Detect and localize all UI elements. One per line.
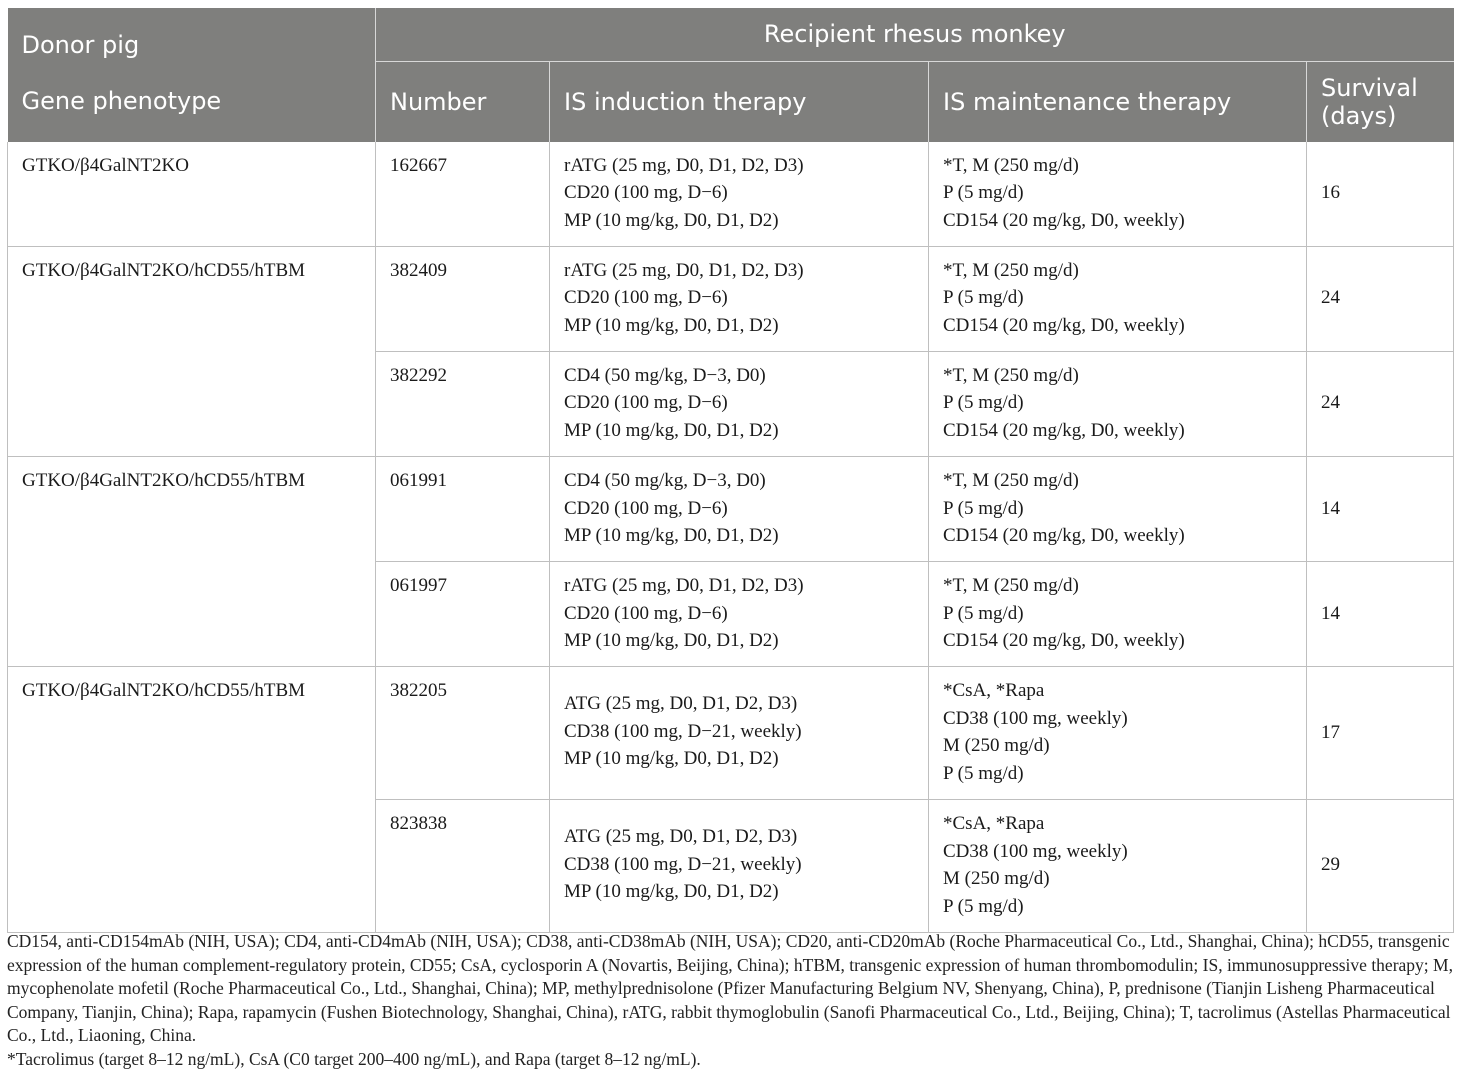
induction-line: MP (10 mg/kg, D0, D1, D2): [564, 315, 779, 337]
induction-cell: [550, 667, 929, 800]
column-header-number: Number: [376, 61, 550, 142]
maintenance-line: M (250 mg/d): [943, 735, 1050, 757]
maintenance-line: CD154 (20 mg/kg, D0, weekly): [943, 209, 1185, 231]
induction-line: MP (10 mg/kg, D0, D1, D2): [564, 209, 779, 231]
survival-cell: 16: [1307, 142, 1454, 247]
induction-cell: [550, 246, 929, 351]
induction-cell: [550, 456, 929, 561]
induction-line: CD20 (100 mg, D−6): [564, 602, 728, 624]
maintenance-line: P (5 mg/d): [943, 497, 1024, 519]
induction-line: CD38 (100 mg, D−21, weekly): [564, 853, 802, 875]
recipient-group-header: Recipient rhesus monkey: [376, 8, 1454, 61]
induction-line: ATG (25 mg, D0, D1, D2, D3): [564, 693, 798, 715]
survival-cell: 24: [1307, 351, 1454, 456]
treatment-table: [7, 8, 1454, 933]
maintenance-cell: [929, 246, 1307, 351]
maintenance-line: *T, M (250 mg/d): [943, 364, 1079, 386]
maintenance-cell: [929, 561, 1307, 666]
table-row: [8, 667, 1454, 800]
induction-line: rATG (25 mg, D0, D1, D2, D3): [564, 154, 804, 176]
induction-line: MP (10 mg/kg, D0, D1, D2): [564, 420, 779, 442]
survival-cell: 14: [1307, 561, 1454, 666]
abbreviations-footnote: CD154, anti-CD154mAb (NIH, USA); CD4, anti-CD4mAb (NIH, USA); CD38, anti-CD38mAb (NIH, USA); CD20, anti-CD20mAb (Roche Pharmaceutical Co., Ltd., Shanghai, China); hCD55, transgenic expression of the human complement-regulatory protein, CD55; CsA, cyclosporin A (Novartis, Beijing, China); hTBM, transgenic expression of human thrombomodulin; IS, immunosuppressive therapy; M, mycophenolate mofetil (Roche Pharmaceutical Co., Ltd., Shanghai, China); MP, methylprednisolone (Pfizer Manufacturing Belgium NV, Shenyang, China), P, prednisone (Tianjin Lisheng Pharmaceutical Company, Tianjin, China); Rapa, rapamycin (Fushen Biotechnology, Shanghai, China), rATG, rabbit thymoglobulin (Sanofi Pharmaceutical Co., Ltd., Beijing, China); T, tacrolimus (Astellas Pharmaceutical Co., Ltd., Liaoning, China.: [7, 931, 1453, 1045]
column-header-survival: Survival (days): [1307, 61, 1454, 142]
number-cell: 061997: [376, 561, 550, 666]
induction-line: MP (10 mg/kg, D0, D1, D2): [564, 525, 779, 547]
maintenance-cell: [929, 142, 1307, 247]
table-footnotes: [7, 930, 1455, 1071]
maintenance-line: *T, M (250 mg/d): [943, 259, 1079, 281]
column-header-maintenance: IS maintenance therapy: [929, 61, 1307, 142]
column-header-induction: IS induction therapy: [550, 61, 929, 142]
induction-line: CD4 (50 mg/kg, D−3, D0): [564, 364, 766, 386]
maintenance-line: *T, M (250 mg/d): [943, 574, 1079, 596]
survival-cell: 17: [1307, 667, 1454, 800]
gene-phenotype-cell: GTKO/β4GalNT2KO: [8, 142, 376, 247]
maintenance-line: CD38 (100 mg, weekly): [943, 840, 1128, 862]
table-row: [8, 456, 1454, 561]
maintenance-line: *CsA, *Rapa: [943, 812, 1045, 834]
survival-cell: 29: [1307, 799, 1454, 932]
number-cell: 823838: [376, 799, 550, 932]
maintenance-cell: [929, 667, 1307, 800]
induction-line: MP (10 mg/kg, D0, D1, D2): [564, 748, 779, 770]
maintenance-cell: [929, 351, 1307, 456]
induction-line: CD20 (100 mg, D−6): [564, 287, 728, 309]
maintenance-line: M (250 mg/d): [943, 868, 1050, 890]
maintenance-line: P (5 mg/d): [943, 392, 1024, 414]
induction-line: rATG (25 mg, D0, D1, D2, D3): [564, 574, 804, 596]
number-cell: 382205: [376, 667, 550, 800]
maintenance-line: *T, M (250 mg/d): [943, 154, 1079, 176]
table-row: [8, 142, 1454, 247]
donor-group-header: Donor pig: [8, 8, 376, 61]
maintenance-line: P (5 mg/d): [943, 763, 1024, 785]
induction-cell: [550, 561, 929, 666]
survival-cell: 24: [1307, 246, 1454, 351]
column-header-gene-phenotype: Gene phenotype: [8, 61, 376, 142]
maintenance-line: *CsA, *Rapa: [943, 680, 1045, 702]
maintenance-line: CD154 (20 mg/kg, D0, weekly): [943, 315, 1185, 337]
maintenance-line: CD154 (20 mg/kg, D0, weekly): [943, 525, 1185, 547]
maintenance-cell: [929, 799, 1307, 932]
induction-line: CD20 (100 mg, D−6): [564, 182, 728, 204]
survival-cell: 14: [1307, 456, 1454, 561]
induction-line: MP (10 mg/kg, D0, D1, D2): [564, 881, 779, 903]
induction-line: CD4 (50 mg/kg, D−3, D0): [564, 469, 766, 491]
induction-line: CD20 (100 mg, D−6): [564, 392, 728, 414]
induction-cell: [550, 799, 929, 932]
number-cell: 382292: [376, 351, 550, 456]
maintenance-line: CD38 (100 mg, weekly): [943, 707, 1128, 729]
number-cell: 382409: [376, 246, 550, 351]
number-cell: 061991: [376, 456, 550, 561]
maintenance-line: CD154 (20 mg/kg, D0, weekly): [943, 630, 1185, 652]
table-container: [7, 8, 1453, 933]
maintenance-line: CD154 (20 mg/kg, D0, weekly): [943, 420, 1185, 442]
maintenance-line: P (5 mg/d): [943, 182, 1024, 204]
induction-line: ATG (25 mg, D0, D1, D2, D3): [564, 825, 798, 847]
table-row: [8, 246, 1454, 351]
maintenance-line: P (5 mg/d): [943, 287, 1024, 309]
maintenance-cell: [929, 456, 1307, 561]
targets-footnote: *Tacrolimus (target 8–12 ng/mL), CsA (C0 target 200–400 ng/mL), and Rapa (target 8–12 ng/mL).: [7, 1048, 701, 1069]
gene-phenotype-cell: GTKO/β4GalNT2KO/hCD55/hTBM: [8, 667, 376, 933]
induction-cell: [550, 351, 929, 456]
induction-cell: [550, 142, 929, 247]
induction-line: CD20 (100 mg, D−6): [564, 497, 728, 519]
maintenance-line: P (5 mg/d): [943, 895, 1024, 917]
induction-line: CD38 (100 mg, D−21, weekly): [564, 720, 802, 742]
induction-line: MP (10 mg/kg, D0, D1, D2): [564, 630, 779, 652]
gene-phenotype-cell: GTKO/β4GalNT2KO/hCD55/hTBM: [8, 246, 376, 456]
induction-line: rATG (25 mg, D0, D1, D2, D3): [564, 259, 804, 281]
number-cell: 162667: [376, 142, 550, 247]
maintenance-line: *T, M (250 mg/d): [943, 469, 1079, 491]
maintenance-line: P (5 mg/d): [943, 602, 1024, 624]
gene-phenotype-cell: GTKO/β4GalNT2KO/hCD55/hTBM: [8, 456, 376, 666]
